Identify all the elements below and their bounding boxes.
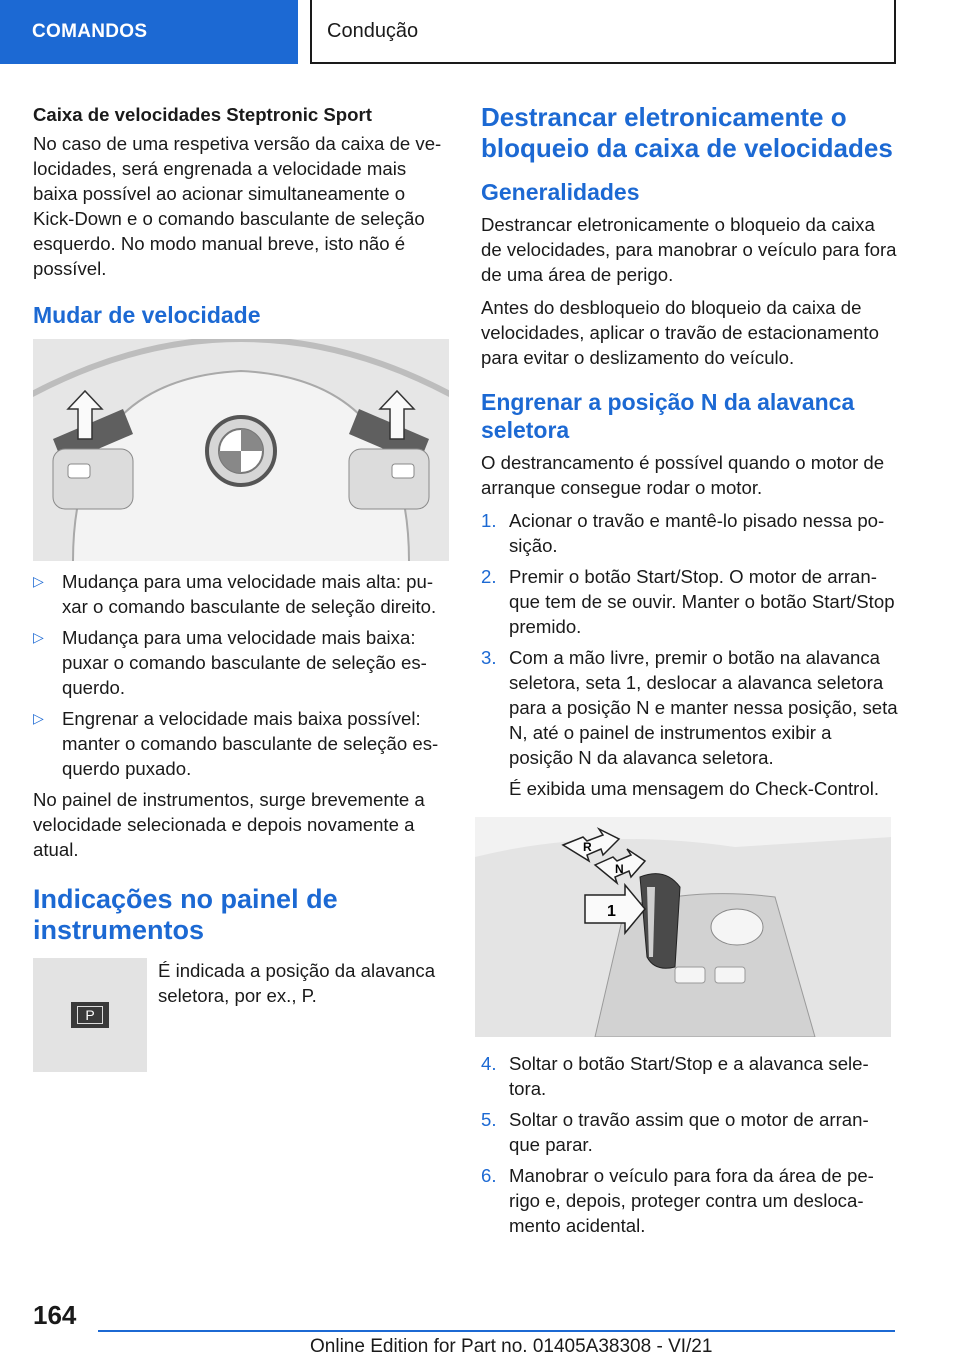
check-control-note: É exibida uma mensagem do Check-Control. (509, 778, 879, 799)
footer-divider (98, 1330, 895, 1332)
gear-indicator-icon (71, 1002, 109, 1028)
step-number: 3. (481, 647, 497, 668)
arrow-label: N (615, 862, 624, 876)
steps-list-b (481, 1051, 899, 1238)
list-item (481, 1051, 899, 1101)
right-column (481, 102, 899, 1244)
display-row (33, 958, 449, 1072)
step-number: 2. (481, 566, 497, 587)
shift-heading: Mudar de velocidade (33, 302, 261, 328)
list-item (481, 645, 899, 770)
after-shift-paragraph: No painel de instrumentos, surge brevemente a velocidade selecionada e depois novamente a atual. (33, 789, 425, 860)
list-item (481, 1163, 899, 1238)
steptronic-heading: Caixa de velocidades Steptronic Sport (33, 104, 372, 125)
display-heading: Indicações no painel de instrumentos (33, 884, 338, 945)
step-text: Acionar o travão e mantê-lo pisado nessa po-sição. (509, 510, 885, 556)
step-text: Premir o botão Start/Stop. O motor de arran-que tem de se ouvir. Manter o botão Start/Stop premido. (509, 566, 895, 637)
step-number: 1. (481, 510, 497, 531)
triangle-bullet-icon: ▷ (33, 710, 44, 726)
step-text: Com a mão livre, premir o botão na alavanca seletora, seta 1, deslocar a alavanca seletora para a posição N e manter nessa posição, seta N, até o painel de instrumentos exibir a posição N da alavanca seletora. (509, 647, 898, 768)
step-text: Soltar o travão assim que o motor de arran-que parar. (509, 1109, 869, 1155)
general-heading: Generalidades (481, 179, 640, 205)
unlock-heading: Destrancar eletronicamente o bloqueio da caixa de velocidades (481, 102, 893, 163)
bullet-text: Engrenar a velocidade mais baixa possível: manter o comando basculante de seleção es-querdo puxado. (62, 708, 439, 779)
list-item (33, 706, 449, 781)
general-paragraph-1: Destrancar eletronicamente o bloqueio da caixa de velocidades, para manobrar o veículo para fora de uma área de perigo. (481, 214, 897, 285)
steering-wheel-illustration (33, 339, 449, 561)
chapter-title: Condução (310, 0, 896, 64)
steptronic-paragraph: No caso de uma respetiva versão da caixa de ve-locidades, será engrenada a velocidade mais baixa possível ao acionar simultaneamente o Kick-Down e o comando basculante de seleção esquerdo. No modo manual breve, isto não é possível. (33, 133, 442, 279)
arrow-label: R (583, 840, 592, 854)
gear-selector-illustration (475, 817, 891, 1037)
list-item (33, 569, 449, 619)
step-number: 5. (481, 1109, 497, 1130)
shift-bullet-list (33, 569, 449, 781)
section-tab: COMANDOS (0, 0, 298, 64)
bullet-text: Mudança para uma velocidade mais baixa: puxar o comando basculante de seleção es-querdo. (62, 627, 427, 698)
gear-display-illustration (33, 958, 147, 1072)
step-number: 6. (481, 1165, 497, 1186)
list-item (481, 508, 899, 558)
step-text: Soltar o botão Start/Stop e a alavanca sele-tora. (509, 1053, 869, 1099)
triangle-bullet-icon: ▷ (33, 629, 44, 645)
list-item (481, 564, 899, 639)
list-item (33, 625, 449, 700)
neutral-intro: O destrancamento é possível quando o motor de arranque consegue rodar o motor. (481, 452, 885, 498)
step-text: Manobrar o veículo para fora da área de pe-rigo e, depois, proteger contra um desloca-mento acidental. (509, 1165, 874, 1236)
arrow-label: 1 (607, 903, 616, 920)
neutral-heading: Engrenar a posição N da alavanca seletora (481, 389, 855, 443)
page-number: 164 (33, 1300, 77, 1330)
gear-letter: P (77, 1006, 102, 1024)
step-number: 4. (481, 1053, 497, 1074)
list-item (481, 1107, 899, 1157)
steps-list-a (481, 508, 899, 770)
general-paragraph-2: Antes do desbloqueio do bloqueio da caixa de velocidades, aplicar o travão de estacionamento para evitar o deslizamento do veículo. (481, 297, 879, 368)
gear-lever-icon (475, 817, 891, 1037)
bullet-text: Mudança para uma velocidade mais alta: pu-xar o comando basculante de seleção direito. (62, 571, 437, 617)
steering-wheel-icon (33, 339, 449, 561)
edition-footer: Online Edition for Part no. 01405A38308 - VI/21 (310, 1336, 713, 1357)
display-text: É indicada a posição da alavanca seletora, por ex., P. (158, 960, 436, 1006)
left-column (33, 102, 449, 1072)
triangle-bullet-icon: ▷ (33, 573, 44, 589)
